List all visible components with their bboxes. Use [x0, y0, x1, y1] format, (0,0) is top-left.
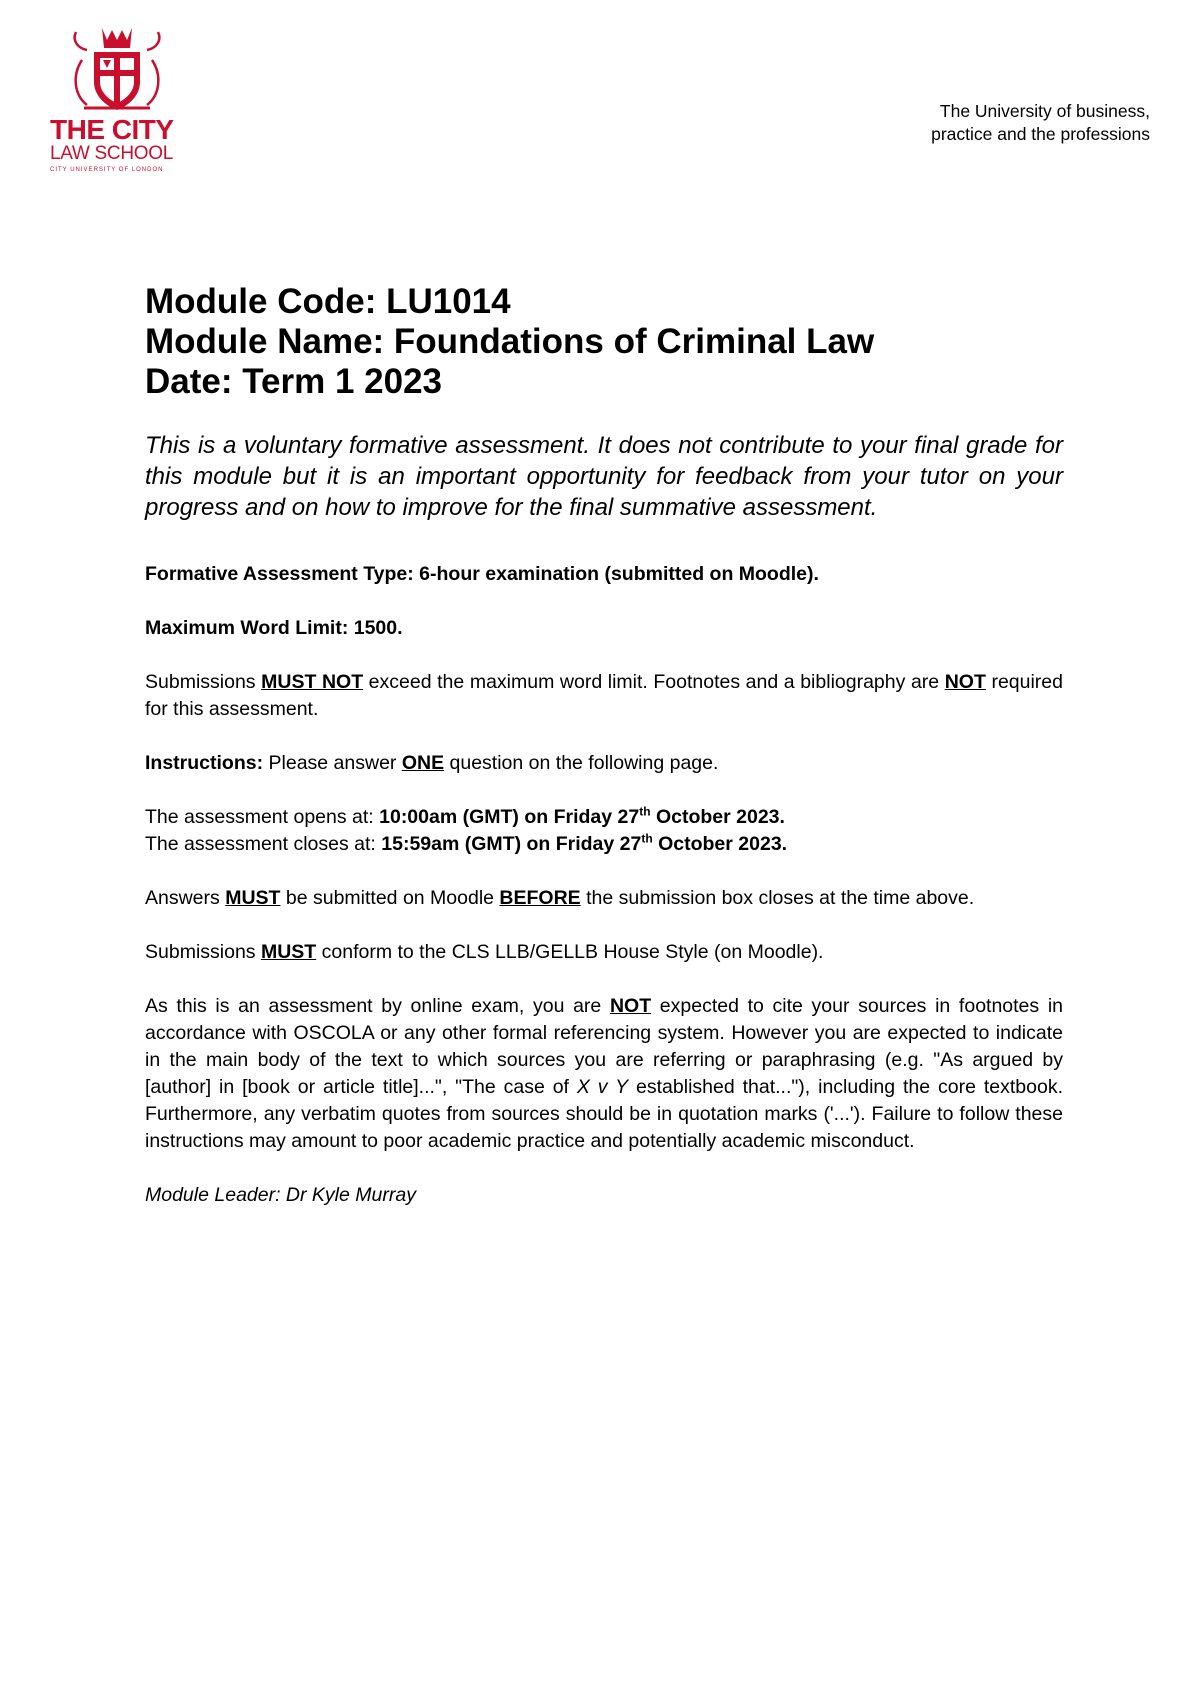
closes-ordinal: th — [641, 831, 653, 846]
submissions-text-2: exceed the maximum word limit. Footnotes and a bibliography are — [363, 671, 945, 693]
crest-icon — [62, 20, 172, 115]
house-style-must-emphasis: MUST — [260, 941, 317, 963]
submissions-paragraph — [145, 669, 1063, 723]
closes-date: October 2023. — [652, 833, 788, 855]
instructions-text-1: Please answer — [263, 752, 402, 774]
logo-university-line: CITY UNIVERSITY OF LONDON — [50, 167, 164, 173]
closes-time: 15:59am (GMT) on Friday 27 — [381, 833, 642, 855]
case-name: X v Y — [576, 1076, 629, 1098]
word-limit — [145, 615, 1063, 642]
logo-subtitle: LAW SCHOOL — [50, 143, 173, 164]
opens-time: 10:00am (GMT) on Friday 27 — [379, 806, 640, 828]
answers-text-3: the submission box closes at the time above. — [580, 887, 975, 909]
opens-prefix: The assessment opens at: — [145, 806, 380, 828]
tagline-line-1: The University of business, — [939, 101, 1150, 121]
submissions-text-3: required for this assessment. — [145, 671, 1063, 720]
assessment-type — [145, 561, 1063, 588]
instructions-label: Instructions: — [145, 752, 264, 774]
online-exam-text-1: As this is an assessment by online exam, you are — [145, 995, 610, 1017]
tagline-line-2: practice and the professions — [931, 124, 1150, 144]
answers-paragraph — [145, 885, 1063, 912]
instructions-text-2: question on the following page. — [444, 752, 719, 774]
before-emphasis: BEFORE — [499, 887, 581, 909]
submissions-text-1: Submissions — [145, 671, 262, 693]
opens-ordinal: th — [639, 804, 651, 819]
document-body — [145, 282, 1063, 1236]
not-emphasis: NOT — [944, 671, 986, 693]
house-style-text-1: Submissions — [145, 941, 261, 963]
closes-line — [145, 831, 1063, 858]
house-style-text-2: conform to the CLS LLB/GELLB House Style (on Moodle). — [316, 941, 824, 963]
date-heading: Date: Term 1 2023 — [145, 362, 443, 401]
answers-text-1: Answers — [145, 887, 226, 909]
university-tagline — [931, 100, 1150, 146]
instructions-paragraph — [145, 750, 1063, 777]
online-exam-not-emphasis: NOT — [609, 995, 652, 1017]
online-exam-text-2: expected to cite your sources in footnotes in accordance with OSCOLA or any other formal referencing system. However you are expected to indicate in the main body of the text to which sources you are referring or paraphrasing (e.g. "As argued by [author] in [book or article title]...", "The case of — [145, 995, 1063, 1098]
house-style-paragraph — [145, 939, 1063, 966]
closes-prefix: The assessment closes at: — [145, 833, 382, 855]
module-leader: Module Leader: Dr Kyle Murray — [145, 1184, 416, 1206]
answers-must-emphasis: MUST — [225, 887, 281, 909]
module-code-heading: Module Code: LU1014 — [145, 282, 511, 321]
online-exam-text-3: established that..."), including the core textbook. Furthermore, any verbatim quotes from sources should be in quotation marks ('...'). Failure to follow these instructions may amount to poor academic practice and potentially academic misconduct. — [145, 1076, 1063, 1152]
online-exam-paragraph — [145, 993, 1063, 1155]
module-name-heading: Module Name: Foundations of Criminal Law — [145, 322, 875, 361]
must-not-emphasis: MUST NOT — [261, 671, 364, 693]
answers-text-2: be submitted on Moodle — [280, 887, 500, 909]
one-emphasis: ONE — [401, 752, 445, 774]
opens-line — [145, 804, 1063, 831]
assessment-type-text: Formative Assessment Type: 6-hour examination (submitted on Moodle). — [145, 563, 819, 585]
city-law-school-logo — [50, 20, 185, 173]
logo-title: THE CITY — [50, 114, 174, 145]
opens-date: October 2023. — [650, 806, 785, 828]
intro-paragraph: This is a voluntary formative assessment. It does not contribute to your final grade for this module but it is an important opportunity for feedback from your tutor on your progress and on how to improve for the final summative assessment. — [145, 432, 1063, 521]
word-limit-text: Maximum Word Limit: 1500. — [145, 617, 403, 639]
